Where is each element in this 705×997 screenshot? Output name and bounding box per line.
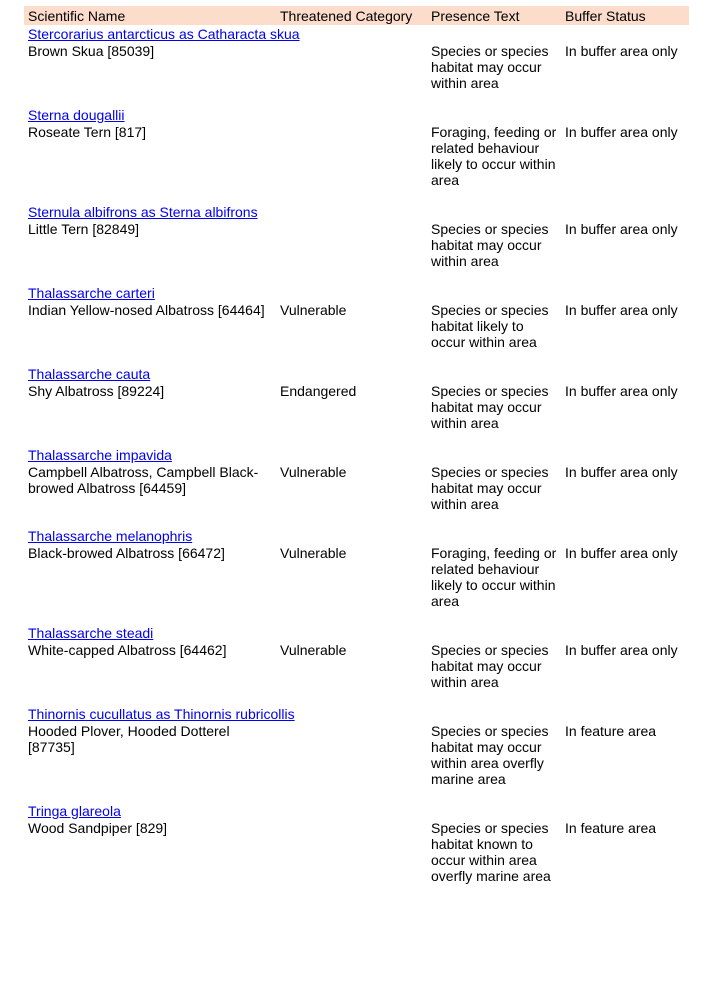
table-row [24, 106, 689, 203]
buffer-status: In buffer area only [565, 545, 678, 561]
common-name: Roseate Tern [817] [28, 124, 147, 140]
header-presence-text: Presence Text [431, 8, 520, 24]
threatened-category: Endangered [280, 383, 357, 399]
common-name: Wood Sandpiper [829] [28, 820, 168, 836]
table-row [24, 365, 689, 446]
presence-text: Foraging, feeding or related behaviour likely to occur within area [431, 124, 557, 188]
header-threatened-category: Threatened Category [280, 8, 413, 24]
presence-text: Foraging, feeding or related behaviour likely to occur within area [431, 545, 557, 609]
scientific-name-link[interactable]: Sternula albifrons as Sterna albifrons [28, 204, 258, 220]
common-name: Campbell Albatross, Campbell Black-browed Albatross [64459] [28, 464, 259, 496]
common-name: Indian Yellow-nosed Albatross [64464] [28, 302, 265, 318]
table-row [24, 624, 689, 705]
buffer-status: In buffer area only [565, 464, 678, 480]
table-row [24, 284, 689, 365]
header-buffer-status: Buffer Status [565, 8, 646, 24]
threatened-category: Vulnerable [280, 302, 347, 318]
table-row [24, 203, 689, 284]
common-name: Black-browed Albatross [66472] [28, 545, 225, 561]
buffer-status: In buffer area only [565, 642, 678, 658]
common-name: White-capped Albatross [64462] [28, 642, 227, 658]
table-row [24, 446, 689, 527]
threatened-category: Vulnerable [280, 642, 347, 658]
presence-text: Species or species habitat may occur within area [431, 642, 549, 690]
scientific-name-link[interactable]: Thalassarche carteri [28, 285, 155, 301]
scientific-name-link[interactable]: Sterna dougallii [28, 107, 125, 123]
buffer-status: In buffer area only [565, 221, 678, 237]
common-name: Shy Albatross [89224] [28, 383, 165, 399]
scientific-name-link[interactable]: Thalassarche impavida [28, 447, 172, 463]
buffer-status: In feature area [565, 723, 657, 739]
species-table-body [24, 25, 689, 899]
scientific-name-link[interactable]: Stercorarius antarcticus as Catharacta skua [28, 26, 300, 42]
table-row [24, 527, 689, 624]
scientific-name-link[interactable]: Thalassarche steadi [28, 625, 154, 641]
threatened-category: Vulnerable [280, 464, 347, 480]
presence-text: Species or species habitat may occur within area overfly marine area [431, 723, 549, 787]
common-name: Little Tern [82849] [28, 221, 140, 237]
header-scientific-name: Scientific Name [28, 8, 126, 24]
presence-text: Species or species habitat may occur within area [431, 43, 549, 91]
buffer-status: In buffer area only [565, 43, 678, 59]
scientific-name-link[interactable]: Thalassarche cauta [28, 366, 151, 382]
table-row [24, 705, 689, 802]
buffer-status: In buffer area only [565, 302, 678, 318]
common-name: Hooded Plover, Hooded Dotterel [87735] [28, 723, 230, 755]
scientific-name-link[interactable]: Tringa glareola [28, 803, 121, 819]
common-name: Brown Skua [85039] [28, 43, 155, 59]
scientific-name-link[interactable]: Thalassarche melanophris [28, 528, 193, 544]
table-row [24, 25, 689, 106]
presence-text: Species or species habitat likely to occur within area [431, 302, 549, 350]
presence-text: Species or species habitat may occur within area [431, 383, 549, 431]
threatened-category: Vulnerable [280, 545, 347, 561]
presence-text: Species or species habitat may occur within area [431, 464, 549, 512]
buffer-status: In buffer area only [565, 124, 678, 140]
buffer-status: In feature area [565, 820, 657, 836]
table-header [24, 6, 689, 25]
presence-text: Species or species habitat may occur within area [431, 221, 549, 269]
scientific-name-link[interactable]: Thinornis cucullatus as Thinornis rubricollis [28, 706, 295, 722]
buffer-status: In buffer area only [565, 383, 678, 399]
table-row [24, 802, 689, 899]
presence-text: Species or species habitat known to occur within area overfly marine area [431, 820, 551, 884]
